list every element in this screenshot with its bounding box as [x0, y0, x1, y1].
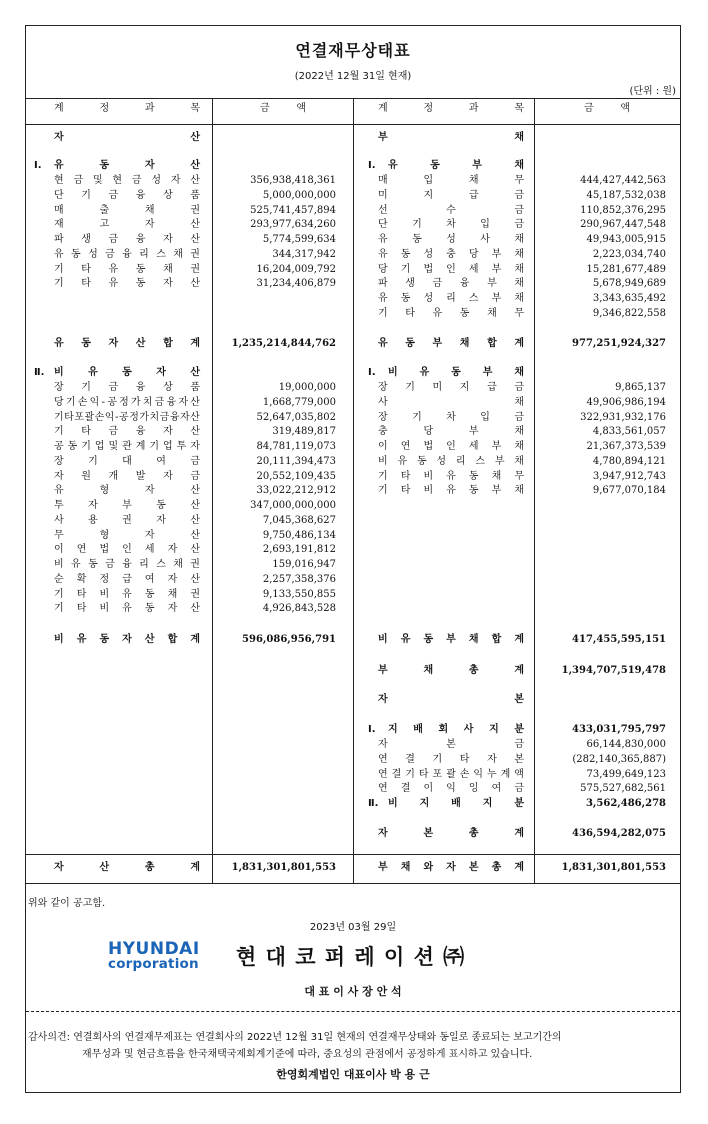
logo-line-2: corporation — [108, 956, 199, 972]
current-liab-mark: Ⅰ. — [368, 160, 376, 171]
total-equity-label: 자 본 총 계 — [378, 828, 524, 839]
current-asset-label: 재 고 자 산 — [54, 219, 200, 231]
noncurrent-asset-value: 347,000,000,000 — [250, 500, 336, 511]
current-liab-label: 유 동 성 사 채 — [378, 234, 524, 245]
total-liab-label: 부 채 총 계 — [378, 665, 524, 676]
current-asset-value: 344,317,942 — [272, 248, 336, 260]
current-liab-value: 45,187,532,038 — [586, 189, 666, 201]
noncurrent-asset-label: 유 형 자 산 — [54, 485, 200, 497]
equity-item-label: 연 결 이 익 잉 여 금 — [378, 783, 524, 795]
current-asset-value: 16,204,009,792 — [256, 263, 336, 275]
noncurrent-liab-value: 9,677,070,184 — [592, 485, 666, 497]
current-liab-title: 유 동 부 채 — [388, 160, 524, 171]
current-liab-value: 3,343,635,492 — [592, 293, 666, 304]
table-bottom-border — [26, 883, 680, 884]
total-equity-value: 436,594,282,075 — [572, 828, 666, 839]
current-asset-label: 유 동 성 금 융 리 스 채 권 — [54, 248, 200, 260]
dashed-divider — [26, 1011, 680, 1012]
current-liab-label: 파 생 금 융 부 채 — [378, 278, 524, 290]
noncurrent-asset-value: 9,750,486,134 — [262, 529, 336, 541]
noncurrent-liab-total-value: 417,455,595,151 — [572, 634, 666, 645]
current-assets-mark: Ⅰ. — [34, 160, 42, 171]
current-assets-total-label: 유 동 자 산 합 계 — [54, 338, 200, 349]
noncurrent-asset-value: 159,016,947 — [272, 559, 336, 570]
nci-mark: Ⅱ. — [368, 798, 379, 809]
current-liab-value: 2,223,034,740 — [592, 248, 666, 260]
right-header-account: 계 정 과 목 — [378, 103, 524, 114]
noncurrent-liab-total-label: 비 유 동 부 채 합 계 — [378, 634, 524, 645]
current-liab-label: 미 지 급 금 — [378, 189, 524, 201]
current-liab-total-label: 유 동 부 채 합 계 — [378, 338, 524, 349]
noncurrent-asset-value: 20,552,109,435 — [256, 470, 336, 482]
parent-equity-value: 433,031,795,797 — [572, 724, 666, 735]
noncurrent-asset-label: 당 기 손 익 - 공 정 가 치 금 융 자 산 — [54, 396, 200, 408]
current-liab-label: 당 기 법 인 세 부 채 — [378, 263, 524, 275]
current-asset-label: 현 금 및 현 금 성 자 산 — [54, 175, 200, 186]
current-liab-value: 15,281,677,489 — [586, 263, 666, 275]
nci-value: 3,562,486,278 — [585, 798, 666, 809]
noncurrent-asset-value: 319,489,817 — [272, 426, 336, 438]
current-asset-value: 356,938,418,361 — [250, 175, 336, 186]
noncurrent-asset-value: 1,668,779,000 — [262, 396, 336, 408]
noncurrent-liab-label: 사 채 — [378, 396, 524, 408]
current-asset-label: 기 타 유 동 자 산 — [54, 278, 200, 290]
ceo-name: 대 표 이 사 장 안 석 — [304, 985, 402, 998]
current-asset-value: 293,977,634,260 — [250, 219, 336, 231]
noncurrent-liab-label: 비 유 동 성 리 스 부 채 — [378, 455, 524, 467]
noncurrent-liab-value: 322,931,932,176 — [580, 411, 666, 423]
company-name: 현 대 코 퍼 레 이 션 ㈜ — [236, 945, 466, 969]
hyundai-logo — [108, 939, 204, 972]
current-asset-label: 기 타 유 동 채 권 — [54, 263, 200, 275]
noncurrent-assets-title: 비 유 동 자 산 — [54, 367, 200, 378]
total-liab-equity-value: 1,831,301,801,553 — [561, 862, 666, 873]
equity-item-label: 자 본 금 — [378, 739, 524, 750]
noncurrent-asset-value: 2,257,358,376 — [262, 573, 336, 585]
noncurrent-liab-label: 장 기 미 지 급 금 — [378, 382, 524, 393]
equity-item-value: 73,499,649,123 — [586, 768, 666, 780]
noncurrent-liab-value: 4,780,894,121 — [592, 455, 666, 467]
current-liab-label: 선 수 금 — [378, 204, 524, 216]
noncurrent-asset-label: 이 연 법 인 세 자 산 — [54, 544, 200, 556]
current-asset-value: 525,741,457,894 — [250, 204, 336, 216]
logo-line-1: HYUNDAI — [108, 939, 200, 959]
current-liab-value: 49,943,005,915 — [586, 234, 666, 245]
current-liab-label: 매 입 채 무 — [378, 175, 524, 186]
current-liab-value: 5,678,949,689 — [592, 278, 666, 290]
noncurrent-asset-label: 공 동 기 업 및 관 계 기 업 투 자 — [54, 441, 200, 452]
current-liab-label: 기 타 유 동 채 무 — [378, 307, 524, 319]
noncurrent-asset-label: 투 자 부 동 산 — [54, 500, 200, 511]
noncurrent-assets-total-label: 비 유 동 자 산 합 계 — [54, 634, 200, 645]
current-liab-total-value: 977,251,924,327 — [572, 338, 666, 349]
current-liab-label: 유 동 성 리 스 부 채 — [378, 293, 524, 304]
total-liab-equity-label: 부 채 와 자 본 총 계 — [378, 862, 524, 873]
current-asset-value: 5,774,599,634 — [262, 234, 336, 245]
unit-label: (단위 : 원) — [629, 86, 676, 97]
liabilities-section-title: 부 채 — [378, 132, 524, 143]
equity-item-label: 연 결 기 타 포 괄 손 익 누 계 액 — [378, 768, 524, 780]
col-divider-2 — [353, 98, 354, 883]
noncurrent-liab-title: 비 유 동 부 채 — [388, 367, 524, 378]
noncurrent-asset-label: 사 용 권 자 산 — [54, 514, 200, 526]
noncurrent-liab-label: 기 타 비 유 동 채 무 — [378, 470, 524, 482]
equity-item-value: 575,527,682,561 — [580, 783, 666, 795]
page-subtitle: (2022년 12월 31일 현재) — [294, 71, 412, 82]
current-assets-total-value: 1,235,214,844,762 — [231, 338, 336, 349]
noncurrent-liab-value: 49,906,986,194 — [586, 396, 666, 408]
noncurrent-asset-label: 장 기 금 융 상 품 — [54, 382, 200, 393]
noncurrent-assets-total-value: 596,086,956,791 — [242, 634, 336, 645]
parent-equity-mark: Ⅰ. — [368, 724, 376, 735]
notice-date: 2023년 03월 29일 — [309, 922, 397, 933]
current-asset-value: 31,234,406,879 — [256, 278, 336, 290]
noncurrent-liab-label: 장 기 차 입 금 — [378, 411, 524, 423]
equity-item-value: 66,144,830,000 — [586, 739, 666, 750]
noncurrent-asset-label: 장 기 대 여 금 — [54, 455, 200, 467]
noncurrent-liab-value: 21,367,373,539 — [586, 441, 666, 452]
noncurrent-liab-label: 기 타 비 유 동 부 채 — [378, 485, 524, 497]
noncurrent-asset-label: 기 타 포 괄 손 익 - 공 정 가 치 금 융 자 산 — [54, 411, 200, 423]
noncurrent-asset-label: 자 원 개 발 자 금 — [54, 470, 200, 482]
noncurrent-asset-value: 20,111,394,473 — [256, 455, 336, 467]
left-header-account: 계 정 과 목 — [54, 103, 200, 114]
noncurrent-asset-value: 52,647,035,802 — [256, 411, 336, 423]
audit-opinion-line-2: 재무성과 및 현금흐름을 한국채택국제회계기준에 따라, 중요성의 관점에서 공정하게 표시하고 있습니다. — [82, 1049, 533, 1060]
total-assets-value: 1,831,301,801,553 — [231, 862, 336, 873]
assets-section-title: 자 산 — [54, 132, 200, 143]
noncurrent-asset-value: 7,045,368,627 — [262, 514, 336, 526]
noncurrent-liab-label: 충 당 부 채 — [378, 426, 524, 438]
equity-item-value: (282,140,365,887) — [572, 753, 666, 765]
noncurrent-liab-mark: Ⅰ. — [368, 367, 376, 378]
current-asset-value: 5,000,000,000 — [262, 189, 336, 201]
noncurrent-asset-value: 4,926,843,528 — [262, 603, 336, 615]
current-asset-label: 단 기 금 융 상 품 — [54, 189, 200, 201]
right-header-amount: 금 액 — [584, 103, 630, 114]
noncurrent-asset-label: 무 형 자 산 — [54, 529, 200, 541]
parent-equity-label: 지 배 회 사 지 분 — [388, 724, 524, 735]
nci-label: 비 지 배 지 분 — [388, 798, 524, 809]
notice-text: 위와 같이 공고함. — [28, 898, 106, 909]
equity-section-title: 자 본 — [378, 694, 524, 705]
audit-opinion-line-1: 감사의견: 연결회사의 연결재무제표는 연결회사의 2022년 12월 31일 현재의 연결재무상태와 동일로 종료되는 보고기간의 — [28, 1032, 562, 1043]
noncurrent-asset-label: 비 유 동 금 융 리 스 채 권 — [54, 559, 200, 570]
current-assets-title: 유 동 자 산 — [54, 160, 200, 171]
noncurrent-asset-label: 기 타 금 융 자 산 — [54, 426, 200, 438]
total-liab-value: 1,394,707,519,478 — [561, 665, 666, 676]
statement-frame — [25, 25, 681, 1093]
current-liab-value: 290,967,447,548 — [580, 219, 666, 231]
noncurrent-asset-value: 2,693,191,812 — [262, 544, 336, 556]
noncurrent-asset-value: 33,022,212,912 — [256, 485, 336, 497]
noncurrent-assets-mark: Ⅱ. — [34, 367, 45, 378]
auditor-name: 한영회계법인 대표이사 박 용 근 — [276, 1068, 430, 1081]
current-asset-label: 매 출 채 권 — [54, 204, 200, 216]
noncurrent-asset-value: 84,781,119,073 — [256, 441, 336, 452]
noncurrent-liab-value: 3,947,912,743 — [592, 470, 666, 482]
noncurrent-asset-value: 19,000,000 — [278, 382, 336, 393]
total-assets-label: 자 산 총 계 — [54, 862, 200, 873]
noncurrent-asset-label: 기 타 비 유 동 채 권 — [54, 588, 200, 600]
current-asset-label: 파 생 금 융 자 산 — [54, 234, 200, 245]
current-liab-value: 444,427,442,563 — [580, 175, 666, 186]
current-liab-label: 단 기 차 입 금 — [378, 219, 524, 231]
left-header-amount: 금 액 — [260, 103, 306, 114]
noncurrent-liab-value: 4,833,561,057 — [592, 426, 666, 438]
noncurrent-liab-value: 9,865,137 — [615, 382, 666, 393]
noncurrent-asset-label: 순 확 정 급 여 자 산 — [54, 573, 200, 585]
noncurrent-asset-value: 9,133,550,855 — [262, 588, 336, 600]
current-liab-value: 9,346,822,558 — [592, 307, 666, 319]
current-liab-value: 110,852,376,295 — [580, 204, 666, 216]
equity-item-label: 연 결 기 타 자 본 — [378, 753, 524, 765]
page-title: 연결재무상태표 — [295, 41, 411, 60]
noncurrent-asset-label: 기 타 비 유 동 자 산 — [54, 603, 200, 615]
noncurrent-liab-label: 이 연 법 인 세 부 채 — [378, 441, 524, 452]
current-liab-label: 유 동 성 충 당 부 채 — [378, 248, 524, 260]
